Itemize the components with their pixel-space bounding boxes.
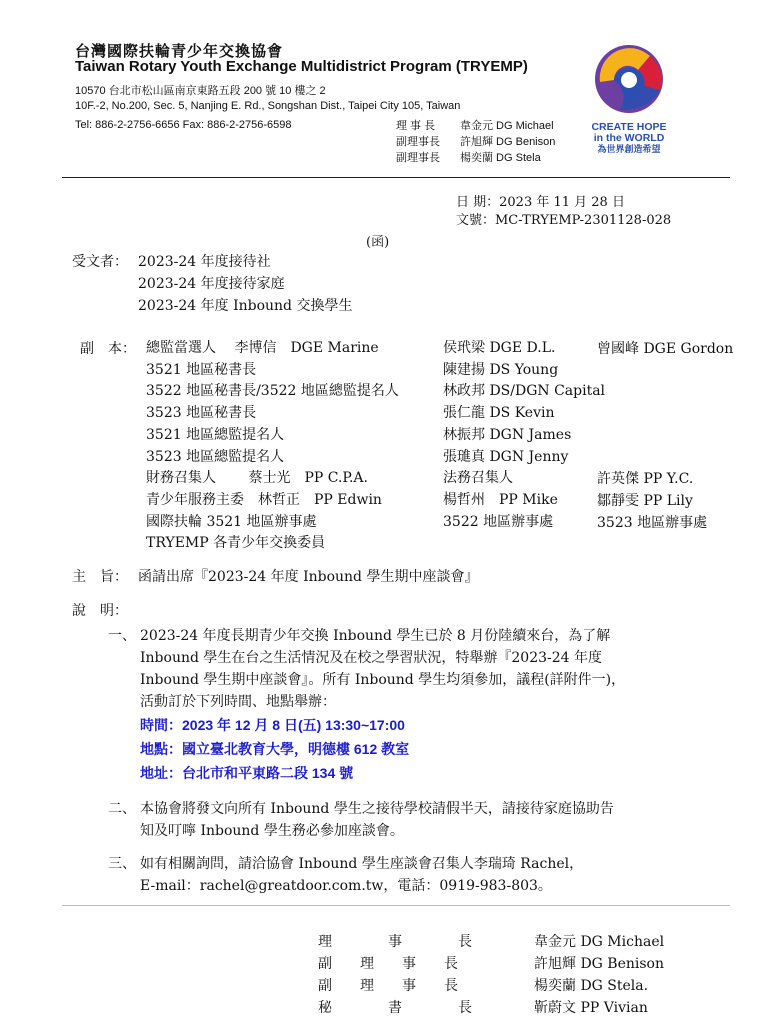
item2-line: 本協會將發文向所有 Inbound 學生之接待學校請假半天，請接待家庭協助告 <box>140 801 614 817</box>
cc-entry: 侯玳梁 DGE D.L. <box>443 340 556 356</box>
officer-name: 韋金元 DG Michael <box>460 120 554 132</box>
signature-title: 理 事 長 <box>318 934 472 950</box>
item1-line: Inbound 學生期中座談會』。所有 Inbound 學生均須參加，議程(詳附件一)， <box>140 672 626 688</box>
cc-col3-entry: 許英傑 PP Y.C. <box>597 471 694 487</box>
cc-entry: 3521 地區總監提名人 <box>146 426 285 443</box>
cc-col3-entry: 曾國峰 DGE Gordon <box>597 341 734 357</box>
logo-line1: CREATE HOPE <box>591 121 667 133</box>
logo-swirl-icon <box>590 40 668 118</box>
recipient-item: 2023-24 年度接待家庭 <box>138 276 285 292</box>
signature-name: 許旭輝 DG Benison <box>534 956 665 972</box>
cc-entry: 楊哲州 PP Mike <box>443 491 558 508</box>
signature-title: 秘 書 長 <box>318 1000 472 1016</box>
item1-body <box>140 625 625 785</box>
cc-entry: 國際扶輪 3521 地區辦事處 <box>146 513 317 530</box>
cc-entry: 3521 地區秘書長 <box>146 361 257 378</box>
body-divider <box>62 905 730 906</box>
item1-line: Inbound 學生在台之生活情況及在校之學習狀況，特舉辦『2023-24 年度 <box>140 650 603 666</box>
event-time: 時間：2023 年 12 月 8 日(五) 13:30~17:00 <box>140 717 405 733</box>
signature-name: 靳蔚文 PP Vivian <box>534 1000 648 1016</box>
signature-name: 楊奕蘭 DG Stela. <box>534 978 649 994</box>
cc-entry: 張璡真 DGN Jenny <box>443 448 569 465</box>
cc-entry: 3523 地區總監提名人 <box>146 448 285 465</box>
officer-row <box>396 118 555 134</box>
item3-line: E-mail：rachel@greatdoor.com.tw，電話：0919-983-803。 <box>140 878 552 894</box>
recipient-item: 2023-24 年度 Inbound 交換學生 <box>138 298 353 314</box>
signature-name: 韋金元 DG Michael <box>534 934 665 950</box>
officer-row <box>396 150 555 166</box>
subject-label: 主 旨： <box>72 569 128 585</box>
signature-titles <box>318 931 472 1019</box>
item1-marker: 一、 <box>108 628 136 644</box>
item3-marker: 三、 <box>108 856 136 872</box>
item1-line: 2023-24 年度長期青少年交換 Inbound 學生已於 8 月份陸續來台，為了解 <box>140 628 611 644</box>
officer-title: 副理事長 <box>396 136 440 148</box>
cc-entry: 林振邦 DGN James <box>443 426 572 443</box>
cc-entry: 3523 地區秘書長 <box>146 405 257 422</box>
item3-body <box>140 853 583 897</box>
explanation-label: 說 明： <box>72 603 128 619</box>
item2-body <box>140 798 614 842</box>
logo-line3: 為世界創造希望 <box>597 144 661 154</box>
cc-entry: 3522 地區秘書長/3522 地區總監提名人 <box>146 383 399 400</box>
phone-fax: Tel: 886-2-2756-6656 Fax: 886-2-2756-6598 <box>75 119 292 131</box>
cc-entry: 3522 地區辦事處 <box>443 513 554 530</box>
tryemp-logo <box>590 40 668 118</box>
doc-number: 文號：MC-TRYEMP-2301128-028 <box>456 213 672 228</box>
address-zh: 10570 台北市松山區南京東路五段 200 號 10 樓之 2 <box>75 85 326 97</box>
header-officers <box>396 118 555 166</box>
officer-row <box>396 134 555 150</box>
cc-entry: 張仁龍 DS Kevin <box>443 405 555 422</box>
cc-col3-entry: 3523 地區辦事處 <box>597 515 708 531</box>
officer-name: 楊奕蘭 DG Stela <box>460 152 541 164</box>
officer-title: 副理事長 <box>396 152 440 164</box>
cc-entry: TRYEMP 各青少年交換委員 <box>146 535 326 552</box>
signature-names <box>534 931 664 1019</box>
address-en: 10F.-2, No.200, Sec. 5, Nanjing E. Rd., Songshan Dist., Taipei City 105, Taiwan <box>75 100 461 112</box>
org-name-zh: 台灣國際扶輪青少年交換協會 <box>75 43 284 60</box>
cc-entry: 總監當選人 李博信 DGE Marine <box>146 340 379 356</box>
recipients-label: 受文者： <box>72 254 128 270</box>
officer-title: 理 事 長 <box>396 120 436 132</box>
subject-text: 函請出席『2023-24 年度 Inbound 學生期中座談會』 <box>138 569 479 585</box>
cc-entry: 陳建揚 DS Young <box>443 361 559 378</box>
cc-entry: 法務召集人 <box>443 470 513 487</box>
doc-type: (函) <box>366 235 390 250</box>
logo-tagline <box>578 122 680 155</box>
cc-column-1 <box>146 338 399 555</box>
signature-title: 副 理 事 長 <box>318 956 458 972</box>
event-place: 地點：國立臺北教育大學，明德樓 612 教室 <box>140 741 410 757</box>
cc-label: 副 本： <box>80 341 136 357</box>
cc-col3-entry: 鄒靜雯 PP Lily <box>597 493 693 509</box>
signature-title: 副 理 事 長 <box>318 978 458 994</box>
header-divider <box>62 177 730 178</box>
cc-entry: 林政邦 DS/DGN Capital <box>443 383 606 400</box>
recipient-item: 2023-24 年度接待社 <box>138 254 271 270</box>
org-name-en: Taiwan Rotary Youth Exchange Multidistrict Program (TRYEMP) <box>75 58 528 75</box>
cc-column-2 <box>443 338 605 533</box>
logo-line2: in the WORLD <box>593 132 665 144</box>
item2-marker: 二、 <box>108 801 136 817</box>
item3-line: 如有相關詢問，請洽協會 Inbound 學生座談會召集人李瑞琦 Rachel， <box>140 856 584 872</box>
item1-line: 活動訂於下列時間、地點舉辦： <box>140 694 336 710</box>
cc-entry: 財務召集人 蔡士光 PP C.P.A. <box>146 470 368 487</box>
event-address: 地址：台北市和平東路二段 134 號 <box>140 765 354 781</box>
doc-date: 日 期：2023 年 11 月 28 日 <box>456 195 625 210</box>
recipients-list <box>138 251 352 317</box>
item2-line: 知及叮嚀 Inbound 學生務必參加座談會。 <box>140 823 404 839</box>
cc-entry: 青少年服務主委 林哲正 PP Edwin <box>146 491 382 508</box>
officer-name: 許旭輝 DG Benison <box>460 136 556 148</box>
